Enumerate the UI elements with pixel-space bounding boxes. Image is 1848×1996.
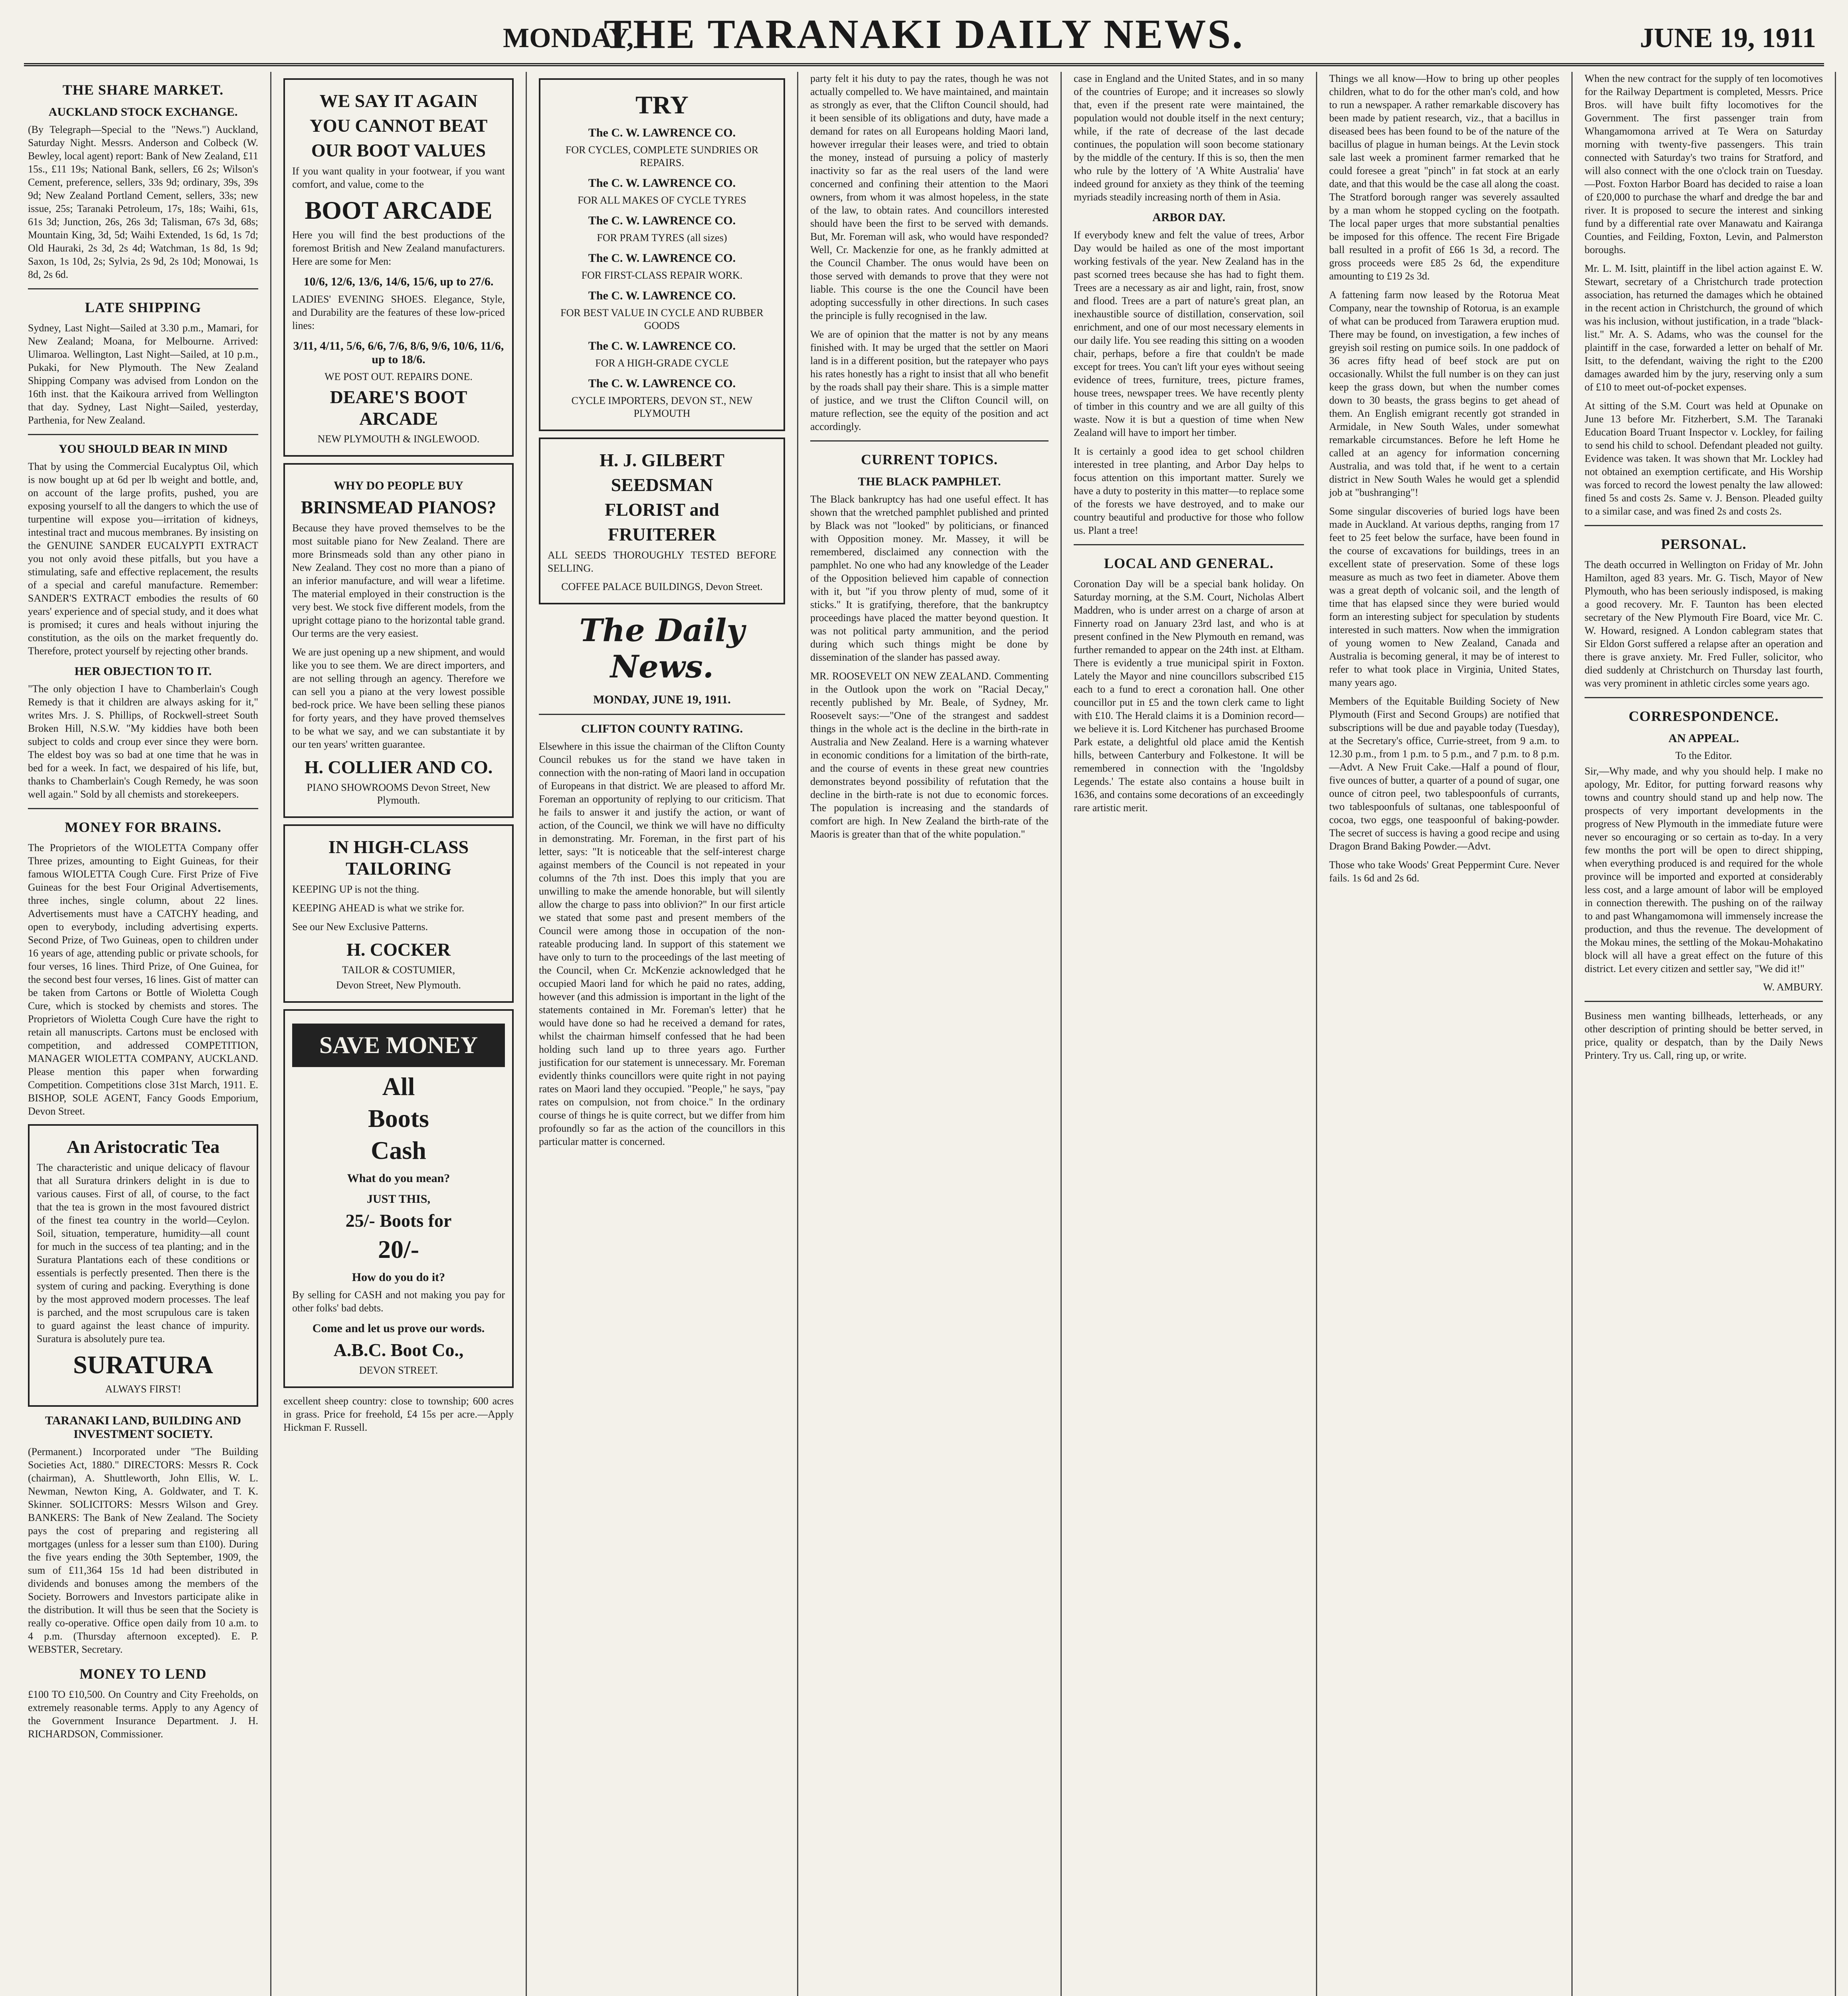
leader-heading: CLIFTON COUNTY RATING. [581, 722, 743, 735]
local-items-2: A fattening farm now leased by the Rotorua Meat Company, near the township of Rotorua, is an example of what can be produced from Tarawera eruption mud. There may be found, on investigation, a few inches of greyish soil resting on pumice soils. In one paddock of 36 acres fifty head of beef stock are put on occasionally. Whilst the full number is on they can just keep the grass down, but when the number comes down to 30 beasts, the grass begins to get ahead of them. An English emigrant recently got stranded in Armidale, in New South Wales, under somewhat remarkable circumstances. Before he left Home he called at an agency for information concerning Australia, and was told that, if he went to a certain district in New South Wales he would get a splendid job at "bushranging"! [1329, 289, 1559, 498]
collier-brand: H. COLLIER AND CO. [304, 757, 493, 777]
news-items-1: When the new contract for the supply of ten locomotives for the Railway Department is completed, Messrs. Price Bros. will have built fifty locomotives for the Government. The first passenger train from Whangamomona arrived at Te Wera on Saturday morning with twenty-five passengers. This train connected with Saturday's two trains for Stratford, and will also connect with the one o'clock train on Tuesday.—Post. Foxton Harbor Board has decided to raise a loan of £20,000 to purchase the wharf and dredge the bar and river. It is proposed to secure the interest and sinking fund by a differential rate over Manawatu and Kairanga Counties, and Feilding, Foxton, Levin, and Palmerston boroughs. [1585, 73, 1823, 255]
column-5 [1062, 72, 1317, 1996]
boot-ad-post: WE POST OUT. REPAIRS DONE. [324, 371, 473, 382]
newspaper-title: THE TARANAKI DAILY NEWS. [603, 11, 1245, 57]
tea-ad-heading: An Aristocratic Tea [66, 1137, 220, 1157]
gilbert-line-2: FLORIST and [605, 499, 719, 520]
cocker-tailoring-ad [283, 824, 514, 1003]
gilbert-text: ALL SEEDS THOROUGHLY TESTED BEFORE SELLING. [548, 549, 776, 574]
brinsmead-piano-ad [283, 463, 514, 818]
lawrence-name: The C. W. LAWRENCE CO. [588, 377, 736, 390]
lawrence-desc: FOR CYCLES, COMPLETE SUNDRIES OR REPAIRS. [565, 144, 759, 168]
peppermint-cure-ad: Those who take Woods' Great Peppermint Cure. Never fails. 1s 6d and 2s 6d. [1329, 859, 1559, 884]
money-for-brains-text: The Proprietors of the WIOLETTA Company offer Three prizes, amounting to Eight Guineas, for their famous WIOLETTA Cough Cure. First Prize of Five Guineas for the best Four Original Advertisements, three inches, single column, about 22 lines. Advertisements must have a CATCHY heading, and open to everybody, including advertising experts. Second Prize, of Two Guineas, open to children under 16 years of age, attending public or private schools, for four verses, 16 lines. Third Prize, of One Guinea, for the second best four verses, 16 lines. Gist of matter can be taken from Cartons or Bottle of Wioletta Cough Cure, which is stocked by chemists and stores. The Proprietors of Wioletta Cough Cure have the right to retain all manuscripts. Cartons must be enclosed with competition, and addressed COMPETITION, MANAGER WIOLETTA COMPANY, AUCKLAND. Please mention this paper when forwarding Competition. Competitions close 31st March, 1911. E. BISHOP, SOLE AGENT, Fancy Goods Emporium, Devon Street. [28, 842, 258, 1117]
boot-ad-line-1: WE SAY IT AGAIN [319, 91, 478, 111]
appeal-signature: W. AMBURY. [1763, 981, 1823, 993]
abc-line-cash: Cash [371, 1136, 426, 1164]
divider [28, 808, 258, 809]
arbor-day-heading: ARBOR DAY. [1152, 211, 1225, 224]
boot-arcade-ad [283, 78, 514, 457]
abc-just-this: JUST THIS, [367, 1192, 430, 1206]
court-report: At sitting of the S.M. Court was held at Opunake on June 13 before Mr. Fitzherbert, S.M. The Taranaki Education Board Truant Inspector v. Lockley, for failing to send his child to school. Defendant pleaded not guilty. Evidence was taken. It was shown that Mr. Lockley had not obtained an exemption certificate, and His Worship was forced to record the lowest penalty the law allowed: fined 5s and costs 2s. Same v. J. Benson. Pleaded guilty to a similar case, and was fined 2s and costs 2s. [1585, 400, 1823, 517]
share-market-text: (By Telegraph—Special to the "News.") Auckland, Saturday Night. Messrs. Anderson and Colbeck (W. Bewley, local agent) report: Bank of New Zealand, £11 15s., £11 19s; National Bank, sellers, £6 2s; Wilson's Cement, preference, sellers, 33s 9d; ordinary, 39s, 39s 9d; New Zealand Portland Cement, sellers, 33s; new issue, 25s; Taranaki Petroleum, 17s, 18s; Waihi, 61s, 61s 3d; Junction, 26s, 26s 3d; Talisman, 67s 3d, 68s; Mountain King, 3d, 5d; Waihi Extended, 1s 6d, 1s 7d; Old Hauraki, 2s 3d, 2s 4d; Watchman, 1s 8d, 1s 9d; Saxon, 1s 10d, 2s; Sylvia, 2s 9d, 2s 10d; Monowai, 1s 8d, 2s 6d. [28, 124, 258, 280]
paper-issue-date: MONDAY, JUNE 19, 1911. [593, 693, 731, 706]
cocker-location: Devon Street, New Plymouth. [336, 979, 461, 991]
arbor-day-text: If everybody knew and felt the value of trees, Arbor Day would be hailed as one of the most important working festivals of the year. New Zealand has in the past scorned trees because she has had to fight them. Trees are a necessary as air and light, rain, frost, snow and flood. Trees are a part of nature's great plan, an inexhaustible source of distillation, conservation, soil enrichment, and one of our most necessary elements in our daily life. You see reading this sitting on a wooden chair, perhaps, before a fire that couldn't be made except for trees. You can't lift your eyes without seeing evidence of trees, furniture, trees, picture frames, house trees, newspaper trees. We have recently plenty of timber in this country and we are all guilty of this waste. Now it is but a question of time when New Zealand will have to import her timber. [1074, 229, 1304, 438]
piano-ad-text-2: We are just opening up a new shipment, and would like you to see them. We are direct importers, and are not selling through an agency. Therefore we can sell you a piano at the very lowest possible bed-rock price. We have been selling these pianos for forty years, and they have proved themselves to be what we say, and we can substantiate it by our ten years' written guarantee. [292, 646, 505, 750]
lawrence-desc: FOR BEST VALUE IN CYCLE AND RUBBER GOODS [560, 307, 764, 331]
gilbert-line-3: FRUITERER [608, 524, 716, 545]
lawrence-name: The C. W. LAWRENCE CO. [588, 126, 736, 139]
building-society-heading: TARANAKI LAND, BUILDING AND INVESTMENT SOCIETY. [45, 1414, 241, 1441]
lawrence-name: The C. W. LAWRENCE CO. [588, 251, 736, 265]
column-6 [1317, 72, 1573, 1996]
lawrence-name: The C. W. LAWRENCE CO. [588, 176, 736, 190]
abc-how: How do you do it? [352, 1271, 445, 1284]
divider [28, 288, 258, 289]
building-society-text: (Permanent.) Incorporated under "The Building Societies Act, 1880." DIRECTORS: Messrs R. Cock (chairman), A. Shuttleworth, John Ellis, W. L. Newman, Newton King, A. Goldwater, and T. K. Skinner. SOLICITORS: Messrs Wilson and Grey. BANKERS: The Bank of New Zealand. The Society pays the cost of preparing and registering all mortgages (unless for a lesser sum than £100). During the five years ending the 30th September, 1909, the sum of £11,364 15s 1d had been distributed in dividends and bonuses among the members of the Society. Borrowers and Investors participate alike in the distribution. It will thus be seen that the Society is really co-operative. Office open daily from 10 a.m. to 4 p.m. (Thursday afternoon excepted). E. P. WEBSTER, Secretary. [28, 1446, 258, 1655]
piano-ad-text: Because they have proved themselves to be the most suitable piano for New Zealand. There are more Brinsmeads sold than any other piano in New Zealand. They cost no more than a piano of an inferior manufacture, and will wear a lifetime. The material employed in their construction is the very best. We stock five different models, from the upright cottage piano to the horizontal table grand. Our terms are the very easiest. [292, 522, 505, 639]
lawrence-item [548, 214, 776, 244]
personal-text: The death occurred in Wellington on Friday of Mr. John Hamilton, aged 83 years. Mr. G. Tisch, Mayor of New Plymouth, who has been seriously indisposed, is making a good recovery. Mr. F. Taunton has been elected secretary of the New Plymouth Fire Board, vice Mr. C. W. Howard, resigned. A London cablegram states that Sir Eldon Gorst suffered a relapse after an operation and there is grave anxiety. Mr. Fred Fuller, solicitor, who died suddenly at Christchurch on Thursday last fourth, was very prominent in athletic circles some years ago. [1585, 559, 1823, 689]
save-money-banner: SAVE MONEY [292, 1024, 505, 1067]
money-to-lend-text: £100 TO £10,500. On Country and City Freeholds, on extremely reasonable terms. Apply to any Agency of the Government Insurance Department. J. H. RICHARDSON, Commissioner. [28, 1689, 258, 1740]
masthead-day: MONDAY, [503, 23, 634, 53]
boot-arcade-name: BOOT ARCADE [305, 196, 493, 224]
abc-price: 25/- Boots for [345, 1210, 452, 1231]
abc-line-boots: Boots [368, 1104, 429, 1133]
try-heading: TRY [635, 91, 689, 119]
local-general-heading: LOCAL AND GENERAL. [1104, 555, 1274, 571]
roosevelt-text: MR. ROOSEVELT ON NEW ZEALAND. Commenting in the Outlook upon the work on "Racial Decay," recently published by Mr. Beale, of Sydney, Mr. Roosevelt says:—"One of the strangest and saddest things in the whole act is the decline in the birth-rate in Australia and New Zealand. Here is a warning whatever in economic conditions for a limitation of the birth-rate, and the course of events in these great new countries demonstrates beyond possibility of refutation that the decline in the birth-rate is not due to economic forces. The population is increasing and the standards of comfort are high. In New Zealand the birth-rate of the Maoris is greater than that of the white population." [810, 670, 1049, 840]
boot-ad-prices-2: 3/11, 4/11, 5/6, 6/6, 7/6, 8/6, 9/6, 10/6, 11/6, up to 18/6. [293, 339, 504, 366]
divider [810, 440, 1049, 442]
lawrence-desc: FOR ALL MAKES OF CYCLE TYRES [578, 194, 746, 206]
paper-nameplate: The Daily News. [579, 612, 745, 685]
boot-ad-text-2: Here you will find the best productions of the foremost British and New Zealand manufacturers. Here are some for Men: [292, 229, 505, 267]
lawrence-name: The C. W. LAWRENCE CO. [588, 214, 736, 227]
abc-line-all: All [382, 1072, 415, 1101]
column-7 [1573, 72, 1836, 1996]
lawrence-item [548, 289, 776, 332]
correspondence-heading: CORRESPONDENCE. [1628, 708, 1779, 724]
divider [28, 434, 258, 435]
black-pamphlet-text: The Black bankruptcy has had one useful effect. It has shown that the wretched pamphlet published and printed by Black was not "looked" by politicians, or financed with Opposition money. Mr. Massey, it will be remembered, disclaimed any connection with the pamphlet. No one who had any knowledge of the Leader of the Opposition believed him capable of connection with it, but "if you throw plenty of mud, some of it sticks." It is gratifying, therefore, that the bankruptcy proceedings have placed the matter beyond question. It was not political party ammunition, and the period during which such things might be done by dissemination of the slander has passed away. [810, 493, 1049, 663]
personal-heading: PERSONAL. [1661, 536, 1747, 552]
piano-ad-heading: BRINSMEAD PIANOS? [301, 497, 497, 517]
local-items-3: Some singular discoveries of buried logs have been made in Auckland. At various depths, ranging from 17 feet to 25 feet below the surface, have been found in the course of excavations for buildings, trees in an excellent state of preservation. Some of these logs measure as much as two feet in diameter. Above them was a great depth of volcanic soil, and the length of time that has elapsed since they were buried would form an interesting subject for speculation by students interested in such matters. Now when the immigration of young women to New Zealand, Canada and Australia is becoming general, it may be of interest to refer to what took place in Virginia, United States, many years ago. [1329, 505, 1559, 688]
boot-ad-ladies: LADIES' EVENING SHOES. Elegance, Style, and Durability are the features of these low-priced lines: [292, 293, 505, 331]
tailoring-heading: IN HIGH-CLASS TAILORING [328, 837, 469, 879]
appeal-text: Sir,—Why made, and why you should help. I make no apology, Mr. Editor, for putting forward reasons why towns and country should stand up and help now. The prospects of very important developments in the progress of New Plymouth in the immediate future were never so encouraging or so certain as to-day. In a very few months the port will be open to direct shipping, when everything produced is and required for the whole province will be imported and exported at considerably less cost, and a large amount of labor will be employed in connection therewith. The pushing on of the railway to and past Whangamomona will immensely increase the production, and thus the revenue. The development of the Mokau mines, the settling of the Mokau-Mohakatino block will all have a great effect on the future of this district. Let every citizen and settler say, "We did it!" [1585, 765, 1823, 974]
news-items-2: Mr. L. M. Isitt, plaintiff in the libel action against E. W. Stewart, secretary of a Christchurch trade protection association, has returned the damages which he obtained in the recent action in Christchurch, the ground of which was his inclusion, without justification, in a trade "black-list." Mr. A. S. Adams, who was the counsel for the plaintiff in the case, forwarded a letter on behalf of Mr. Isitt, to the defendant, waiving the right to the £200 damages awarded him by the jury, reserving only a sum of £10 to meet out-of-pocket expenses. [1585, 263, 1823, 393]
lawrence-name: The C. W. LAWRENCE CO. [588, 289, 736, 302]
piano-ad-question: WHY DO PEOPLE BUY [334, 479, 463, 492]
abc-boot-ad [283, 1009, 514, 1388]
local-items-4: Members of the Equitable Building Society of New Plymouth (First and Second Groups) are notified that subscriptions will be due and payable today (Tuesday), at the Secretary's office, Currie-street, from 9 a.m. to 12.30 p.m., from 1 p.m. to 5 p.m., and 7 p.m. to 8 p.m.—Advt. A New Fruit Cake.—Half a pound of flour, five ounces of butter, a quarter of a pound of sugar, one ounce of citron peel, two tablespoonfuls of currants, two tablespoonfuls of sultanas, one tablespoonful of cocoa, two eggs, one teaspoonful of baking-powder. The secret of success is having a good recipe and using Dragon Brand Baking Powder.—Advt. [1329, 695, 1559, 852]
tea-brand: SURATURA [73, 1350, 213, 1379]
tailoring-line-3: See our New Exclusive Patterns. [292, 921, 428, 933]
divider [539, 714, 785, 715]
cough-remedy-heading: HER OBJECTION TO IT. [74, 665, 212, 678]
lawrence-item [548, 377, 776, 420]
lawrence-cycle-ad [539, 78, 785, 431]
gilbert-heading: H. J. GILBERT [600, 450, 724, 470]
shipping-heading: LATE SHIPPING [85, 299, 202, 315]
appeal-addressee: To the Editor. [1675, 750, 1732, 761]
divider [1585, 1001, 1823, 1002]
suratura-tea-ad [28, 1124, 258, 1407]
current-topics-heading: CURRENT TOPICS. [861, 451, 998, 467]
money-for-brains-heading: MONEY FOR BRAINS. [65, 819, 222, 835]
boot-ad-prices: 10/6, 12/6, 13/6, 14/6, 15/6, up to 27/6. [303, 275, 494, 288]
boot-ad-line-3: OUR BOOT VALUES [311, 140, 486, 160]
lawrence-desc: FOR A HIGH-GRADE CYCLE [595, 357, 729, 369]
arbor-day-text-2: It is certainly a good idea to get school children interested in tree planting, and Arbor Day helps to focus attention on this important matter. Surely we have a duty to posterity in this matter—to replace some of the forests we have destroyed, and to make our country beautiful and productive for those who follow us. Plant a tree! [1074, 446, 1304, 536]
eucalyptus-ad-heading: YOU SHOULD BEAR IN MIND [58, 442, 228, 455]
column-1 [16, 72, 271, 1996]
black-pamphlet-heading: THE BLACK PAMPHLET. [858, 475, 1001, 488]
divider [1585, 697, 1823, 698]
lawrence-desc: FOR FIRST-CLASS REPAIR WORK. [581, 269, 743, 281]
lawrence-name: The C. W. LAWRENCE CO. [588, 339, 736, 352]
column-4 [798, 72, 1062, 1996]
gilbert-seedsman-ad [539, 438, 785, 604]
divider [1074, 544, 1304, 545]
eucalyptus-ad-text: That by using the Commercial Eucalyptus Oil, which is now bought up at 6d per lb weight and bottle, and, on account of the large profits, pushed, you are exposing yourself to all the dangers to which the use of turpentine will expose you—irritation of kidneys, intestinal tract and mucous membranes. By insisting on the GENUINE SANDER EUCALYPTI EXTRACT you not only avoid these pitfalls, but you have a stimulating, safe and effective replacement, the results of a special and careful manufacture. Remember: SANDER'S EXTRACT embodies the results of 60 years' experience and of special study, and it does what is promised; it cures and heals without injuring the constitution, as the oils on the market frequently do. Therefore, protect yourself by rejecting other brands. [28, 461, 258, 657]
tailoring-line-1: KEEPING UP is not the thing. [292, 883, 419, 895]
lawrence-desc: FOR PRAM TYRES (all sizes) [597, 232, 727, 244]
lawrence-item [548, 176, 776, 207]
share-market-heading: THE SHARE MARKET. [62, 82, 224, 98]
abc-come: Come and let us prove our words. [312, 1322, 485, 1335]
money-to-lend-heading: MONEY TO LEND [79, 1666, 207, 1682]
printery-ad: Business men wanting billheads, letterheads, or any other description of printing should be better served, in price, quality or despatch, than by the Daily News Printery. Try us. Call, ring up, or write. [1585, 1010, 1823, 1061]
abc-text: By selling for CASH and not making you pay for other folks' bad debts. [292, 1289, 505, 1314]
share-market-subheading: AUCKLAND STOCK EXCHANGE. [48, 105, 238, 119]
abc-brand: A.B.C. Boot Co., [333, 1340, 464, 1360]
local-items-1: Things we all know—How to bring up other peoples children, what to do for the other man's cold, and how to run a newspaper. A rather remarkable discovery has been made by patient research, viz., that a bacillus in diseased bees has been found to be of the nature of the bacillus of plague in human beings. At the Levin stock sale last week a prominent farmer remarked that he could foresee a great "pinch" in fat stock at an early date, and that this would be the case all along the coast. The Stratford borough ranger was severely assaulted by a man whom he stopped cycling on the footpath. The local paper urges that more substantial penalties be imposed for this offence. The recent Fire Brigade ball resulted in a profit of £66 1s 3d, a record. The gross proceeds were £85 2s 6d, the expenditure amounting to £19 2s 3d. [1329, 73, 1559, 282]
leader-continued-2: We are of opinion that the matter is not by any means finished with. It may be urged that the settler on Maori land is in a different position, but the ratepayer who pays his rates honestly has a right to insist that all who benefit by the roads shall pay their share. This is a simple matter of justice, and we trust the Clifton Council will, on mature reflection, see the equity of the position and act accordingly. [810, 329, 1049, 432]
abc-location: DEVON STREET. [359, 1364, 438, 1376]
leader-text: Elsewhere in this issue the chairman of the Clifton County Council rebukes us for the stand we have taken in connection with the non-rating of Maori land in occupation of Europeans in that district. We are pleased to afford Mr. Foreman an opportunity of replying to our criticism. That he fails to answer it and justify the action, or want of action, of the Council, we think we will have no difficulty in demonstrating. Mr. Foreman, in the first part of his letter, says: "It is noticeable that the self-interest charge against members of the Council is not repeated in your columns of the 7th inst. Does this imply that you are unwilling to make the amende honorable, but will silently allow the charge to pass into oblivion?" In our first article we stated that some past and present members of the Council were among those in occupation of the non-rateable producing land. In support of this statement we have only to turn to the proceedings of the last meeting of the Council, when Cr. McKenzie acknowledged that he occupied Maori land for which he paid no rates, adding, however (and this admission is important in the light of the statements contained in Mr. Foreman's letter) that he would have done so had he received a demand for rates, whilst the chairman himself confessed that he had been holding such land up to three years ago. Further justification for our statement is unnecessary. Mr. Foreman evidently thinks councillors were quite right in not paying rates on Maori land they occupied. "People," he says, "pay rates on compulsion, not from choice." In the ordinary course of things he is quite correct, but we differ from him profoundly so far as the action of the councillors in this particular matter is concerned. [539, 741, 785, 1147]
masthead-date: JUNE 19, 1911 [1640, 23, 1816, 53]
lawrence-desc: CYCLE IMPORTERS, DEVON ST., NEW PLYMOUTH [571, 395, 753, 419]
gilbert-line-1: SEEDSMAN [611, 475, 713, 495]
boot-ad-text: If you want quality in your footwear, if you want comfort, and value, come to the [292, 165, 505, 190]
shipping-text: Sydney, Last Night—Sailed at 3.30 p.m., Mamari, for New Zealand; Moana, for Melbourne. Arrived: Ulimaroa. Wellington, Last Night—Sailed, at 10 p.m., Pukaki, for New Plymouth. The New Zealand Shipping Company was advised from London on the 16th inst. that the Kaikoura arrived from Wellington that day. Sydney, Last Night—Sailed, yesterday, Parthenia, for New Zealand. [28, 322, 258, 426]
cocker-brand: H. COCKER [346, 939, 451, 960]
appeal-heading: AN APPEAL. [1668, 732, 1739, 745]
deares-boot-arcade: DEARE'S BOOT ARCADE [330, 387, 467, 429]
gilbert-location: COFFEE PALACE BUILDINGS, Devon Street. [561, 581, 763, 592]
lawrence-item [548, 251, 776, 282]
cough-remedy-text: "The only objection I have to Chamberlain's Cough Remedy is that it children are always asking for it," writes Mrs. J. S. Phillips, of Rockwell-street South Broken Hill, N.S.W. "My kiddies have both been subject to colds and croup ever since they were born. The eldest boy was so bad at one time that he was in bed for a week. In fact, we despaired of his life, but, thanks to Chamberlain's Cough Remedy, he was soon well again." Sold by all chemists and storekeepers. [28, 683, 258, 800]
column-3 [527, 72, 798, 1996]
piano-ad-location: PIANO SHOWROOMS Devon Street, New Plymouth. [307, 782, 491, 806]
boot-ad-line-2: YOU CANNOT BEAT [309, 115, 488, 136]
abc-price-2: 20/- [378, 1235, 419, 1263]
boot-ad-location: NEW PLYMOUTH & INGLEWOOD. [317, 433, 480, 445]
divider [1585, 525, 1823, 526]
tailoring-line-2: KEEPING AHEAD is what we strike for. [292, 902, 465, 914]
local-general-text: Coronation Day will be a special bank holiday. On Saturday morning, at the S.M. Court, Nicholas Albert Maddren, who is under arrest on a charge of arson at Finnerty road on January 23rd last, and who is at present confined in the New Plymouth en remand, was further remanded to appear on the 24th inst. at Eltham. There is evidently a true municipal spirit in Foxton. Lately the Mayor and nine councillors subscribed £15 each to a fund to erect a coronation hall. One other councillor put in £5 and the town clerk came to light with £10. The Herald claims it is a Dominion record—we believe it is. Lord Kitchener has purchased Broome Park estate, a delightful old place amid the Kentish hills, between Canterbury and Folkestone. It will be remembered in connection with the 'Ingoldsby Legends.' The estate also contains a house built in 1636, and contains some decorations of an exceedingly rare artistic merit. [1074, 578, 1304, 814]
masthead [24, 7, 1824, 66]
lawrence-item [548, 339, 776, 370]
column-2 [271, 72, 527, 1996]
cocker-subtitle: TAILOR & COSTUMIER, [342, 964, 455, 976]
topics-continued: case in England and the United States, and in so many of the countries of Europe; and it increases so slowly that, even if the present rate were maintained, the population would not double itself in the next century; while, if the rate of decrease of the last decade continues, the population will soon become stationary by the middle of the century. If this is so, then the men who rule by the lottery of 'A White Australia' have indeed ground for anxiety as they think of the teeming myriads steadily increasing north of them in Asia. [1074, 73, 1304, 203]
land-sale-notice: excellent sheep country: close to township; 600 acres in grass. Price for freehold, £4 15s per acre.—Apply Hickman F. Russell. [283, 1395, 514, 1433]
abc-question: What do you mean? [347, 1172, 450, 1185]
lawrence-item [548, 126, 776, 169]
tea-ad-text: The characteristic and unique delicacy of flavour that all Suratura drinkers delight in is due to various causes. First of all, of course, to the fact that the tea is grown in the most favoured district of the finest tea country in the world—Ceylon. Soil, situation, temperature, humidity—all count for much in the success of tea planting; and in the Suratura Plantations each of these conditions or essentials is perfectly presented. Then there is the system of curing and packing. Everything is done by the most approved modern processes. The leaf is parched, and the most scrupulous care is taken to guard against the least chance of impurity. Suratura is absolutely pure tea. [37, 1162, 249, 1345]
leader-continued: party felt it his duty to pay the rates, though he was not actually compelled to. We have maintained, and maintain as strongly as ever, that the Clifton Council should, had it been sensible of its obligations and duty, have made a demand for rates on all Europeans holding Maori land, however irregular their leases were, and tried to obtain the money, instead of pursuing a policy of masterly inactivity so far as the real users of the land were concerned and confining their attention to the Maori owners, from whom it was almost hopeless, in the state of the law, to obtain rates. And councillors interested should have been the first to be served with demands. But, Mr. Foreman will ask, who would have responded? Well, Cr. Mackenzie for one, as he frankly admitted at the Council Chamber. The onus would have been on those served with demands to prove that they were not liable. This course is the one the Council have been adopting successfully in other directions. In such cases the principle is fully recognised in the law. [810, 73, 1049, 321]
tea-tagline: ALWAYS FIRST! [105, 1383, 181, 1395]
